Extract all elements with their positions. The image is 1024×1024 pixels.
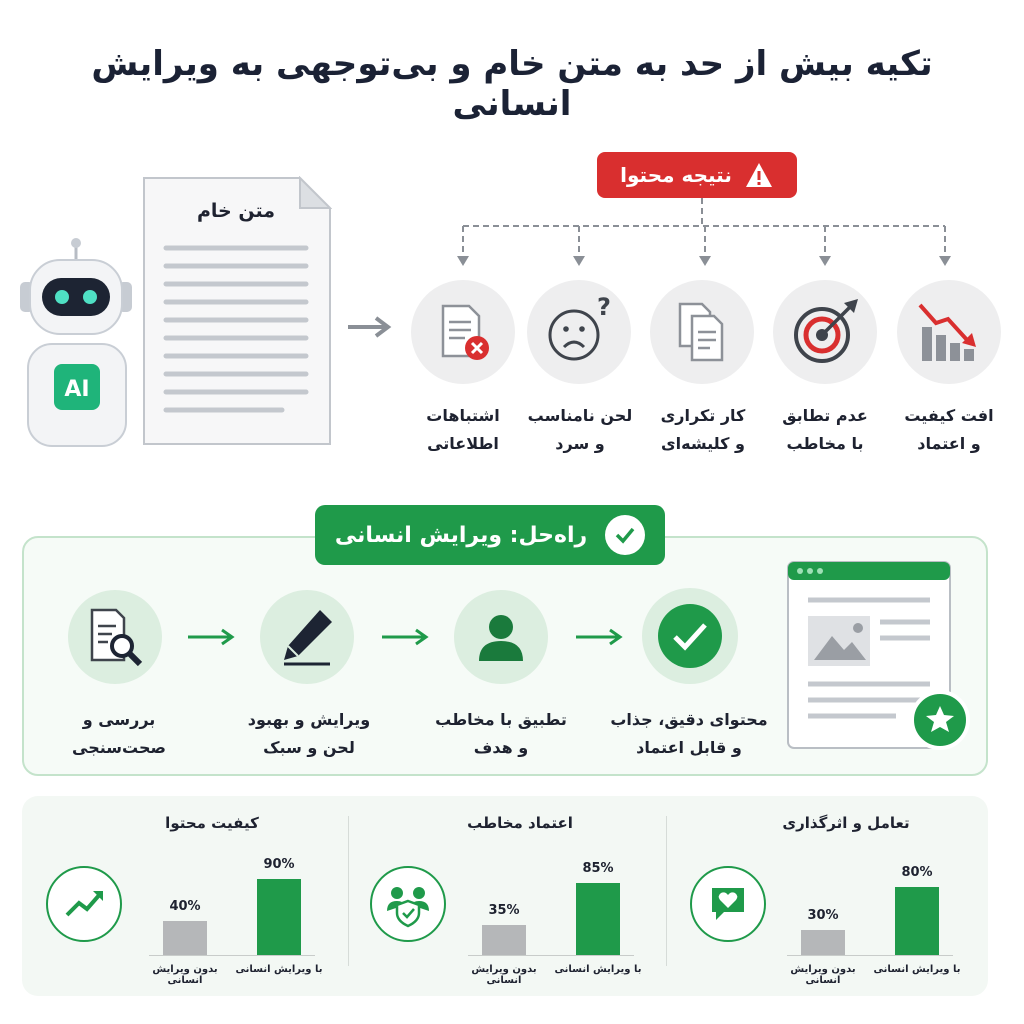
issue-quality-drop [897, 280, 1001, 384]
arrow-right-icon [380, 627, 432, 647]
divider [666, 816, 667, 966]
value-without-editing: 40% [169, 899, 201, 914]
issue-label: لحن نامناسب و سرد [527, 406, 633, 453]
bar-without-editing [482, 925, 526, 955]
bar-without-editing [163, 921, 207, 955]
label-without-editing: بدون ویرایش انسانی [790, 964, 856, 986]
label-with-editing: با ویرایش انسانی [235, 964, 323, 975]
page-title: تکیه بیش از حد به متن خام و بی‌توجهی به ویرایش انسانی [91, 44, 933, 124]
bar-baseline [149, 955, 315, 956]
bar-with-editing [576, 883, 620, 955]
document-error-icon [431, 300, 495, 364]
step-result [642, 588, 738, 684]
label-with-editing: با ویرایش انسانی [554, 964, 642, 975]
warning-icon [744, 160, 774, 190]
check-icon [605, 515, 645, 555]
value-without-editing: 35% [488, 903, 520, 919]
metric-title: اعتماد مخاطب [467, 814, 573, 832]
bar-with-editing [895, 887, 939, 955]
raw-text-label: متن خام [197, 200, 275, 222]
web-page-icon [786, 560, 976, 754]
value-without-editing: 30% [807, 907, 839, 923]
issue-repetitive [650, 280, 754, 384]
target-icon [788, 295, 862, 369]
label-without-editing: بدون ویرایش انسانی [471, 964, 537, 986]
trend-up-icon [46, 866, 122, 942]
result-badge [597, 152, 797, 198]
issue-audience-mismatch [773, 280, 877, 384]
step-label: تطبیق با مخاطب و هدف [435, 710, 567, 757]
robot-icon [18, 236, 140, 448]
step-label: محتوای دقیق، جذاب و قابل اعتماد [610, 710, 768, 757]
divider [348, 816, 349, 966]
check-icon [655, 601, 725, 671]
step-label: ویرایش و بهبود لحن و سبک [247, 710, 371, 757]
arrow-right-icon [186, 627, 238, 647]
issue-label: افت کیفیت و اعتماد [904, 406, 994, 453]
document-search-icon [82, 604, 148, 670]
issue-label: کار تکراری و کلیشه‌ای [660, 406, 746, 453]
bar-baseline [468, 955, 634, 956]
issue-label: عدم تطابق با مخاطب [782, 406, 868, 453]
declining-chart-icon [912, 295, 986, 369]
sad-face-icon [542, 295, 616, 369]
user-icon [471, 607, 531, 667]
arrow-right-icon [574, 627, 626, 647]
step-verify [68, 590, 162, 684]
solution-badge [315, 505, 665, 565]
arrow-right-icon [346, 315, 396, 339]
solution-label: راه‌حل: ویرایش انسانی [334, 522, 588, 548]
pencil-icon [274, 604, 340, 670]
bar-without-editing [801, 930, 845, 956]
value-with-editing: 90% [263, 856, 295, 872]
ai-badge: AI [64, 377, 90, 402]
value-with-editing: 80% [901, 865, 933, 880]
result-connectors [455, 198, 955, 270]
metric-title: کیفیت محتوا [165, 814, 259, 832]
value-with-editing: 85% [582, 860, 614, 876]
heart-chat-icon [690, 866, 766, 942]
audience-shield-icon [370, 866, 446, 942]
metric-title: تعامل و اثرگذاری [782, 814, 910, 832]
issue-label: اشتباهات اطلاعاتی [426, 406, 500, 453]
issue-info-errors [411, 280, 515, 384]
label-with-editing: با ویرایش انسانی [873, 964, 961, 975]
step-edit [260, 590, 354, 684]
label-without-editing: بدون ویرایش انسانی [152, 964, 218, 986]
bar-baseline [787, 955, 953, 956]
issue-cold-tone [527, 280, 631, 384]
step-label: بررسی و صحت‌سنجی [72, 710, 166, 757]
step-audience [454, 590, 548, 684]
result-label: نتیجه محتوا [620, 163, 732, 187]
svg-text:?: ? [597, 295, 611, 321]
bar-with-editing [257, 879, 301, 956]
duplicate-docs-icon [670, 300, 734, 364]
